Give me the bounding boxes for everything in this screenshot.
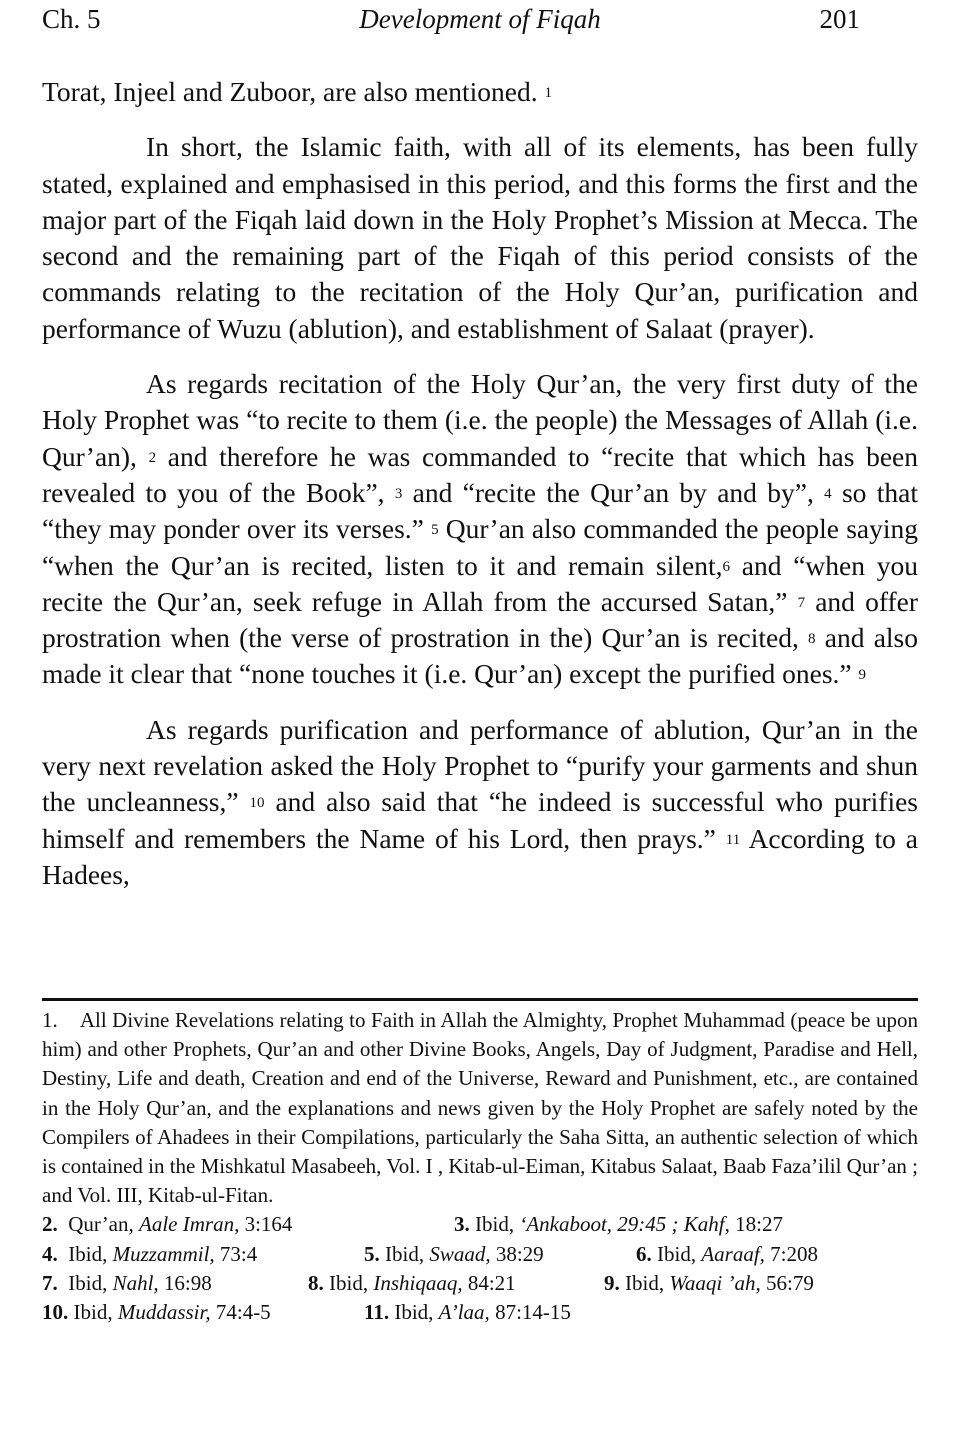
footnote-ref: 7: [797, 594, 806, 611]
running-header: [42, 4, 918, 40]
footnote-5: 5. Ibid, Swaad, 38:29: [364, 1241, 544, 1266]
footnote-3: 3. Ibid, ‘Ankaboot, 29:45 ; Kahf, 18:27: [454, 1212, 783, 1237]
footnote-row: [42, 1210, 918, 1239]
footnote-row: [42, 1269, 918, 1298]
page-number: 201: [819, 4, 860, 34]
chapter-label: Ch. 5: [42, 4, 101, 34]
footnote-separator: [42, 998, 918, 1001]
paragraph-purification: As regards purification and performance of ablution, Qur’an in the very next revelation asked the Holy Prophet to “purify your garments and shun the uncleanness,” $^{10}$ and also said that “he indeed is successful who purifies himself and remembers the Name of his Lord, then prays.” $^{11}$ According to a Hadees,: [42, 713, 918, 890]
paragraph-continued: Torat, Injeel and Zuboor, are also mentioned. $^1$: [42, 76, 552, 107]
footnote-ref: 5: [431, 522, 439, 539]
footnote-ref: 3: [394, 485, 403, 502]
running-title: Development of Fiqah: [359, 4, 601, 34]
footnote-ref: 9: [858, 667, 867, 684]
footnote-row: [42, 1298, 918, 1327]
footnote-ref: 1: [544, 85, 552, 101]
footnote-10: 10. Ibid, Muddassir, 74:4-5: [42, 1299, 271, 1324]
footnote-ref: 6: [722, 558, 731, 575]
footnotes: [42, 1006, 918, 1327]
footnote-ref: 10: [249, 795, 265, 812]
footnote-9: 9. Ibid, Waaqi ’ah, 56:79: [604, 1270, 814, 1295]
footnote-4: 4. Ibid, Muzzammil, 73:4: [42, 1241, 258, 1266]
footnote-row: [42, 1240, 918, 1269]
footnote-2: 2. Qur’an, Aale Imran, 3:164: [42, 1212, 293, 1237]
paragraph-recitation: As regards recitation of the Holy Qur’an, the very first duty of the Holy Prophet was “to recite to them (i.e. the people) the Messages of Allah (i.e. Qur’an), $^2$ and therefore he was commanded to “recite that which has been revealed to you of the Book”, $^3$ and “recite the Qur’an by and by”, $^4$ so that “they may ponder over its verses.” $^5$ Qur’an also commanded the people saying “when the Qur’an is recited, listen to it and remain silent,$^6$ and “when you recite the Qur’an, seek refuge in Allah from the accursed Satan,” $^7$ and offer prostration when (the verse of prostration in the) Qur’an is recited, $^8$ and also made it clear that “none touches it (i.e. Qur’an) except the purified ones.” $^9$: [42, 368, 919, 690]
footnote-6: 6. Ibid, Aaraaf, 7:208: [636, 1241, 819, 1266]
footnote-ref: 4: [824, 485, 832, 502]
footnote-ref: 2: [148, 449, 157, 466]
footnote-11: 11. Ibid, A’laa, 87:14-15: [364, 1299, 571, 1324]
paragraph-islamic-faith: In short, the Islamic faith, with all of its elements, has been fully stated, explained and emphasised in this period, and this forms the first and the major part of the Fiqah laid down in the Holy Prophet’s Mission at Mecca. The second and the remaining part of the Fiqah of this period consists of the commands relating to the recitation of the Holy Qur’an, purification and performance of Wuzu (ablution), and establishment of Salaat (prayer).: [42, 131, 918, 344]
footnote-1: 1. All Divine Revelations relating to Faith in Allah the Almighty, Prophet Muhammad (peace be upon him) and other Prophets, Qur’an and other Divine Books, Angels, Day of Judgment, Paradise and Hell, Destiny, Life and death, Creation and end of the Universe, Reward and Punishment, etc., are contained in the Holy Qur’an, and the explanations and news given by the Holy Prophet are safely noted by the Compilers of Ahadees in their Compilations, particularly the Saha Sitta, an authentic selection of which is contained in the Mishkatul Masabeeh, Vol. I , Kitab-ul-Eiman, Kitabus Salaat, Baab Faza’ilil Qur’an ; and Vol. III, Kitab-ul-Fitan.: [42, 1008, 918, 1208]
footnote-ref: 8: [808, 631, 816, 648]
footnote-8: 8. Ibid, Inshiqaaq, 84:21: [308, 1270, 516, 1295]
body-text: [42, 74, 918, 893]
footnote-7: 7. Ibid, Nahl, 16:98: [42, 1270, 212, 1295]
footnote-ref: 11: [725, 831, 741, 848]
